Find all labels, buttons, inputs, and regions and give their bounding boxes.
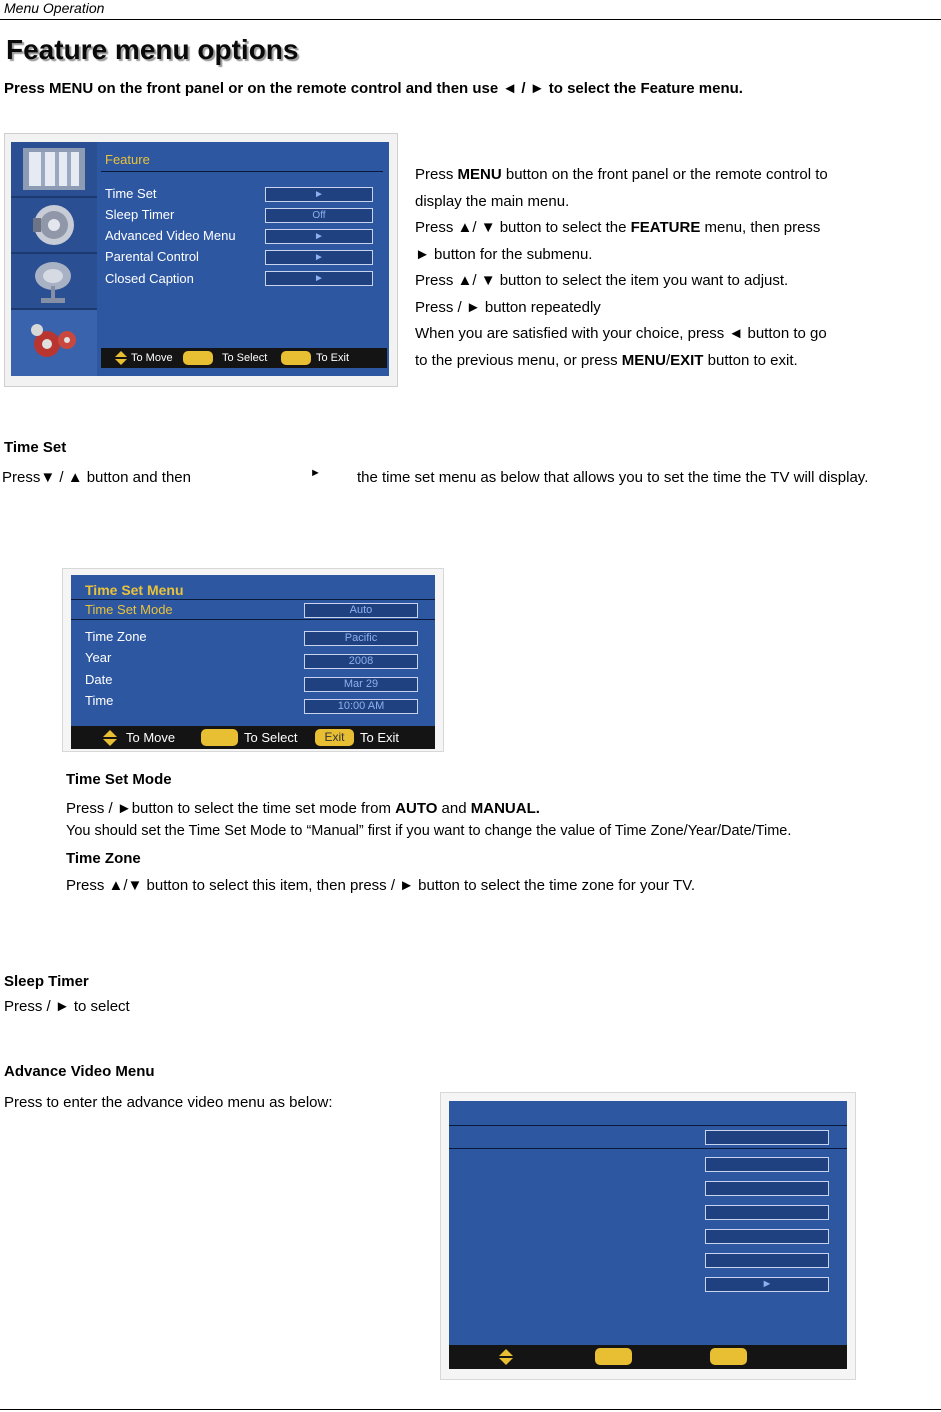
advance-video-footer: [449, 1345, 847, 1369]
exit-button: [710, 1348, 747, 1365]
instruction-line-5: Press ▲/ ▼ button to select the item you want to adjust.: [415, 272, 789, 289]
time-zone-text: Press ▲/▼ button to select this item, then press / ► button to select the time zone for your TV.: [66, 877, 696, 894]
time-zone-value[interactable]: Pacific: [304, 631, 418, 646]
year-label[interactable]: Year: [85, 650, 112, 665]
header-rule: [0, 19, 941, 20]
advance-video-panel: [449, 1101, 847, 1369]
feature-menu-screenshot: [4, 133, 398, 387]
section-header: Menu Operation: [4, 0, 105, 16]
date-label[interactable]: Date: [85, 672, 113, 687]
instruction-line-8: to the previous menu, or press MENU/EXIT button to exit.: [415, 352, 798, 369]
setting-value-box[interactable]: [705, 1130, 829, 1145]
instruction-line-7: When you are satisfied with your choice, press ◄ button to go: [415, 325, 827, 342]
sleep-timer-heading: Sleep Timer: [4, 973, 89, 990]
time-label[interactable]: Time: [85, 693, 114, 708]
select-button: [595, 1348, 632, 1365]
speaker-icon: [11, 198, 97, 254]
time-set-mode-heading: Time Set Mode: [66, 771, 172, 788]
time-set-footer: [71, 726, 435, 749]
year-value[interactable]: 2008: [304, 654, 418, 669]
feature-title: Feature: [105, 152, 150, 167]
setting-value-box[interactable]: [705, 1157, 829, 1172]
exit-button: [281, 351, 311, 365]
time-set-menu-screenshot: [62, 568, 444, 752]
up-down-arrow-icon: [103, 730, 117, 746]
instruction-line-1: Press MENU button on the front panel or the remote control to: [415, 166, 828, 183]
select-button: [201, 729, 238, 746]
gears-icon: [11, 310, 97, 376]
sleep-timer-text: Press / ► to select: [4, 998, 130, 1015]
intro-text: Press MENU on the front panel or on the remote control and then use ◄ / ► to select the Feature menu.: [4, 80, 743, 97]
menu-icon-column: [11, 142, 97, 376]
time-set-mode-label[interactable]: Time Set Mode: [85, 602, 173, 617]
divider-top: [449, 1125, 847, 1126]
time-set-panel: [71, 575, 435, 749]
advance-video-heading: Advance Video Menu: [4, 1063, 155, 1080]
feature-footer: [101, 348, 387, 368]
instruction-line-3: Press ▲/ ▼ button to select the FEATURE menu, then press: [415, 219, 821, 236]
time-value[interactable]: 10:00 AM: [304, 699, 418, 714]
time-set-value[interactable]: ►: [265, 187, 373, 202]
instruction-line-6: Press / ► button repeatedly: [415, 299, 601, 316]
closed-caption-value[interactable]: ►: [265, 271, 373, 286]
title-divider: [101, 171, 383, 172]
divider-bottom: [71, 619, 435, 620]
tv-icon: [11, 142, 97, 198]
time-set-desc-b: the time set menu as below that allows you to set the time the TV will display.: [357, 469, 869, 486]
footer-exit-label: To Exit: [316, 352, 350, 364]
time-set-mode-value[interactable]: Auto: [304, 603, 418, 618]
menu-item-parental-control[interactable]: Parental Control: [105, 249, 199, 264]
date-value[interactable]: Mar 29: [304, 677, 418, 692]
satellite-dish-icon: [11, 254, 97, 310]
footer-rule: [0, 1409, 941, 1410]
submenu-arrow-box[interactable]: ►: [705, 1277, 829, 1292]
advanced-video-value[interactable]: ►: [265, 229, 373, 244]
up-down-arrow-icon: [499, 1349, 513, 1365]
menu-item-closed-caption[interactable]: Closed Caption: [105, 271, 194, 286]
menu-item-time-set[interactable]: Time Set: [105, 186, 157, 201]
time-set-menu-title: Time Set Menu: [85, 582, 184, 598]
page-title: Feature menu options: [6, 34, 299, 65]
advance-video-text: Press to enter the advance video menu as below:: [4, 1094, 333, 1111]
feature-panel: [97, 142, 389, 376]
footer-exit-label: To Exit: [360, 730, 400, 745]
footer-select-label: To Select: [244, 730, 298, 745]
divider-top: [71, 599, 435, 600]
exit-button: Exit: [315, 729, 354, 746]
footer-move-label: To Move: [131, 352, 173, 364]
time-set-mode-line-2: You should set the Time Set Mode to “Manual” first if you want to change the value of Time Zone/Year/Date/Time.: [66, 823, 792, 839]
setting-value-box[interactable]: [705, 1205, 829, 1220]
sleep-timer-value[interactable]: Off: [265, 208, 373, 223]
up-down-arrow-icon: [115, 351, 127, 365]
setting-value-box[interactable]: [705, 1229, 829, 1244]
advance-video-menu-screenshot: [440, 1092, 856, 1380]
parental-control-value[interactable]: ►: [265, 250, 373, 265]
time-set-desc-arrow: ►: [310, 467, 321, 479]
footer-move-label: To Move: [126, 730, 176, 745]
instruction-line-2: display the main menu.: [415, 193, 570, 210]
time-set-desc-a: Press▼ / ▲ button and then: [2, 469, 191, 486]
footer-select-label: To Select: [222, 352, 268, 364]
divider-bottom: [449, 1148, 847, 1149]
setting-value-box[interactable]: [705, 1181, 829, 1196]
time-set-mode-line-1: Press / ►button to select the time set mode from AUTO and MANUAL.: [66, 800, 540, 817]
menu-item-sleep-timer[interactable]: Sleep Timer: [105, 207, 175, 222]
menu-item-advanced-video[interactable]: Advanced Video Menu: [105, 228, 236, 243]
time-zone-heading: Time Zone: [66, 850, 141, 867]
select-button: [183, 351, 213, 365]
setting-value-box[interactable]: [705, 1253, 829, 1268]
time-set-heading: Time Set: [4, 439, 67, 456]
time-zone-label[interactable]: Time Zone: [85, 629, 147, 644]
instruction-line-4: ► button for the submenu.: [415, 246, 593, 263]
